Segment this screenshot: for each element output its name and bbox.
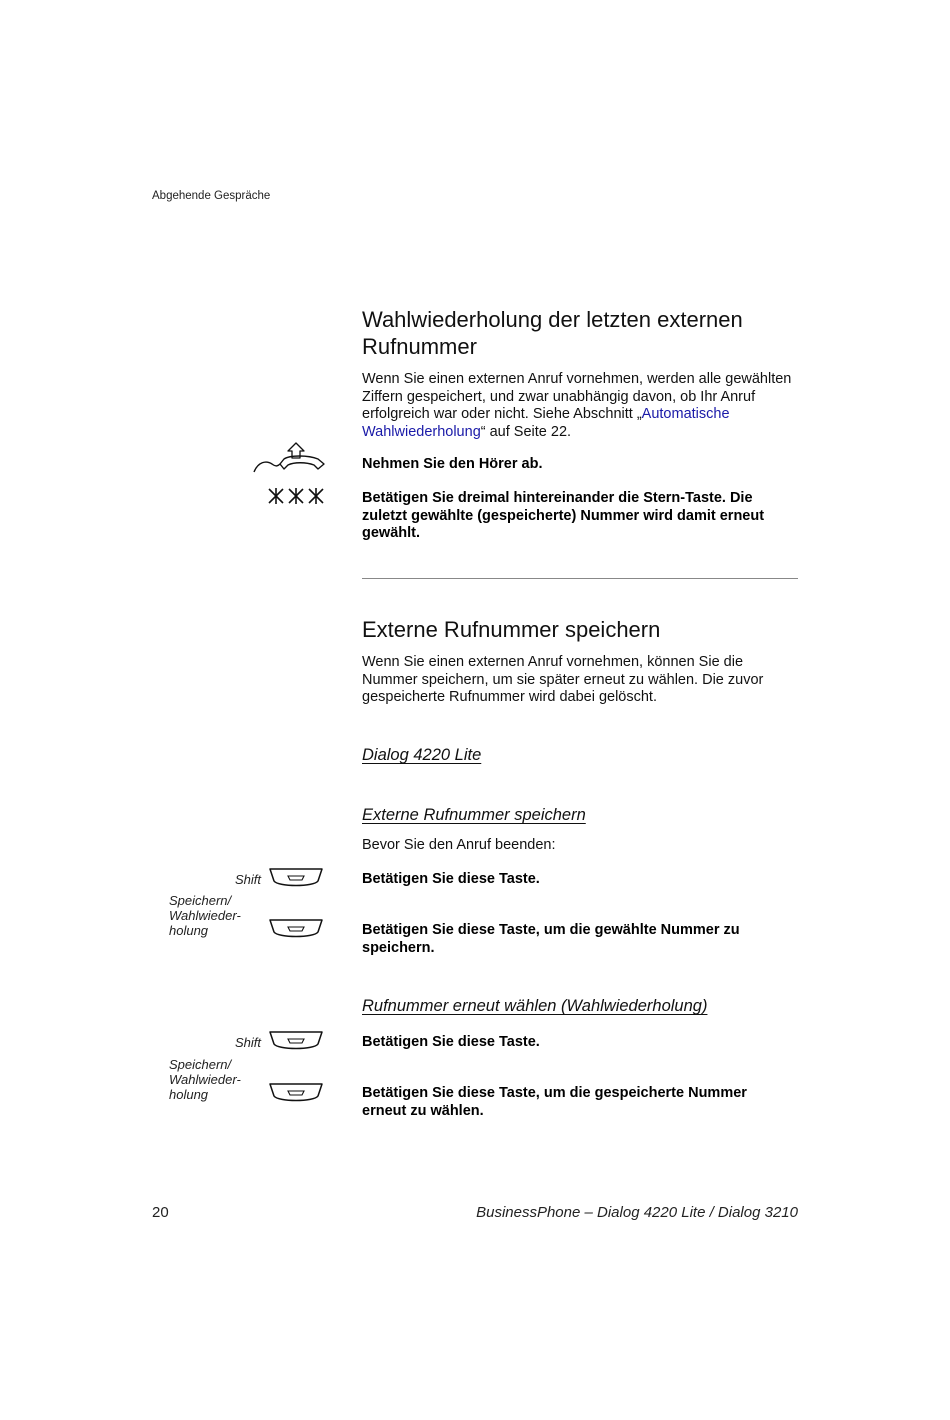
store-label-line3: holung bbox=[169, 1087, 209, 1102]
section-title-store: Externe Rufnummer speichern bbox=[362, 617, 661, 642]
subsection-store-heading: Externe Rufnummer speichern bbox=[362, 806, 586, 824]
subsection-store-note: Bevor Sie den Anruf beenden: bbox=[362, 837, 556, 853]
store-label-line3: holung bbox=[169, 923, 209, 938]
section-divider bbox=[362, 578, 798, 579]
section-title-line1: Wahlwiederholung der letzten externen bbox=[362, 307, 743, 332]
section-title-line2: Rufnummer bbox=[362, 334, 477, 359]
footer-product-title: BusinessPhone – Dialog 4220 Lite / Dialog 3210 bbox=[476, 1204, 798, 1221]
store-label-line2: Wahlwieder- bbox=[169, 1072, 241, 1087]
section-title-redial bbox=[362, 306, 812, 360]
intro-line3-prefix: erfolgreich war oder nicht. Siehe Abschnitt „ bbox=[362, 406, 642, 422]
step-press-shift-key: Betätigen Sie diese Taste. bbox=[362, 871, 540, 887]
star-key-icon bbox=[268, 488, 326, 506]
store-label-line1: Speichern/ bbox=[169, 893, 232, 908]
intro-line1: Wenn Sie einen externen Anruf vornehmen, werden alle gewählten bbox=[362, 371, 792, 387]
subsection-redial-heading: Rufnummer erneut wählen (Wahlwiederholung) bbox=[362, 997, 708, 1015]
page-number: 20 bbox=[152, 1204, 169, 1221]
step-press-store-key: Betätigen Sie diese Taste, um die gewählte Nummer zu speichern. bbox=[362, 922, 740, 956]
function-key-icon bbox=[268, 918, 324, 940]
store-redial-key-label bbox=[169, 893, 241, 938]
intro-line3 bbox=[362, 406, 812, 424]
shift-key-label: Shift bbox=[235, 1035, 262, 1050]
cross-reference-link-part2[interactable]: Wahlwiederholung bbox=[362, 423, 481, 440]
section1-intro bbox=[362, 371, 812, 441]
step-press-star-three-times: Betätigen Sie dreimal hintereinander die Stern-Taste. Die zuletzt gewählte (gespeicherte) Nummer wird damit erneut gewählt. bbox=[362, 490, 765, 541]
function-key-icon bbox=[268, 1030, 324, 1052]
store-label-line2: Wahlwieder- bbox=[169, 908, 241, 923]
intro-line4-suffix: “ auf Seite 22. bbox=[480, 423, 572, 440]
shift-key-label: Shift bbox=[235, 872, 262, 887]
cross-reference-link-part1[interactable]: Automatische bbox=[641, 406, 730, 422]
running-header: Abgehende Gespräche bbox=[152, 190, 271, 202]
intro-line4 bbox=[362, 424, 812, 442]
intro-line2: Ziffern gespeichert, und zwar unabhängig davon, ob Ihr Anruf bbox=[362, 388, 756, 405]
model-heading: Dialog 4220 Lite bbox=[362, 746, 482, 764]
step-press-redial-key: Betätigen Sie diese Taste, um die gespeicherte Nummer erneut zu wählen. bbox=[362, 1085, 747, 1119]
step-press-shift-key-redial: Betätigen Sie diese Taste. bbox=[362, 1034, 540, 1050]
store-redial-key-label bbox=[169, 1057, 241, 1102]
step-lift-handset: Nehmen Sie den Hörer ab. bbox=[362, 456, 543, 472]
function-key-icon bbox=[268, 1082, 324, 1104]
store-label-line1: Speichern/ bbox=[169, 1057, 232, 1072]
section2-intro: Wenn Sie einen externen Anruf vornehmen, können Sie die Nummer speichern, um sie später erneut zu wählen. Die zuvor gespeicherte Rufnummer wird dabei gelöscht. bbox=[362, 654, 764, 705]
function-key-icon bbox=[268, 867, 324, 889]
handset-off-hook-icon bbox=[252, 440, 326, 476]
